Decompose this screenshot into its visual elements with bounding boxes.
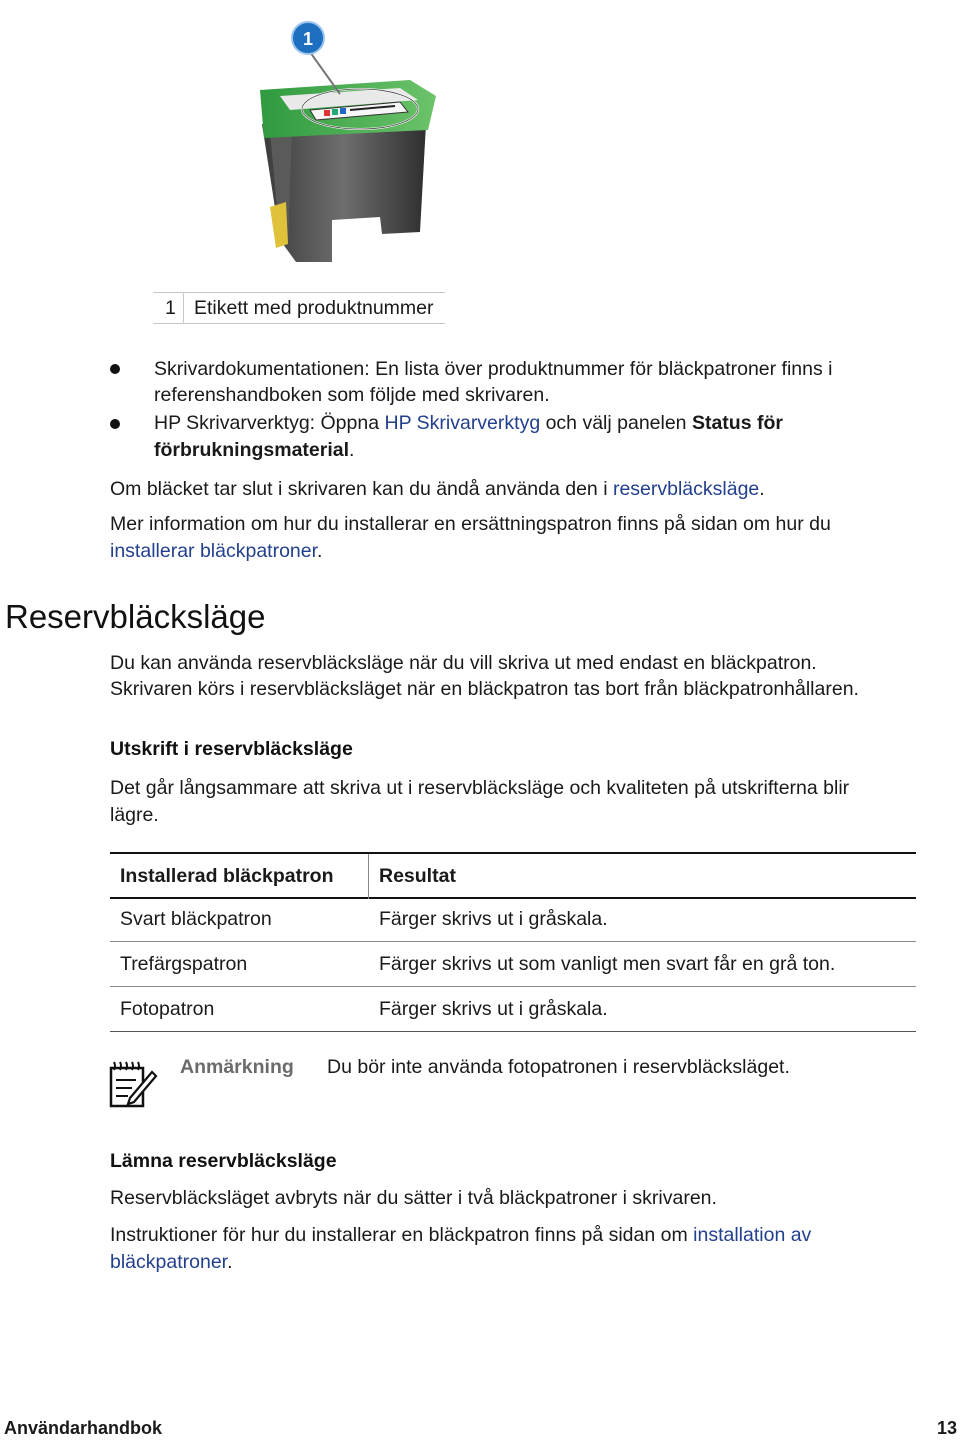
paragraph-reserve-suffix: . xyxy=(759,478,765,500)
installation-link[interactable]: installation av xyxy=(693,1224,812,1246)
paragraph-reserve-text: Om bläcket tar slut i skrivaren kan du ändå använda den i xyxy=(110,478,613,500)
paragraph-reserve xyxy=(110,476,765,502)
table-header-row xyxy=(110,852,916,899)
figure-caption-table xyxy=(153,292,445,324)
paragraph-install-line-1: Mer information om hur du installerar en ersättningspatron finns på sidan om hur du xyxy=(110,513,831,535)
table-cell-cartridge: Svart bläckpatron xyxy=(120,908,272,930)
reservblackslage-link[interactable]: reservbläcksläge xyxy=(612,478,760,500)
exit-line-2-text: Instruktioner för hur du installerar en bläckpatron finns på sidan om xyxy=(110,1224,694,1246)
paragraph-install-suffix: . xyxy=(317,540,323,562)
bullet-2-text-mid: och välj panelen xyxy=(540,412,692,434)
paragraph-install-line-2 xyxy=(110,538,322,564)
footer-title: Användarhandbok xyxy=(4,1418,163,1438)
bullet-2-bold: Status för xyxy=(691,412,783,434)
section-heading: Reservbläcksläge xyxy=(5,598,266,635)
bullet-dot xyxy=(110,364,120,374)
callout-number: 1 xyxy=(302,29,314,49)
bullet-1-line-1: Skrivardokumentationen: En lista över produktnummer för bläckpatroner finns i xyxy=(154,358,833,380)
hp-skrivarverktyg-link[interactable]: HP Skrivarverktyg xyxy=(384,412,541,434)
caption-text: Etikett med produktnummer xyxy=(194,297,434,319)
bullet-1-line-2: referenshandboken som följde med skrivaren. xyxy=(154,384,550,406)
exit-line-2 xyxy=(110,1222,811,1248)
installation-link-continued[interactable]: bläckpatroner xyxy=(110,1251,228,1273)
bullet-2-line-1 xyxy=(154,410,783,436)
ink-cartridge-illustration xyxy=(240,12,460,274)
print-line-1: Det går långsammare att skriva ut i reservbläcksläge och kvaliteten på utskrifterna blir xyxy=(110,777,850,799)
print-subheading: Utskrift i reservbläcksläge xyxy=(110,738,353,760)
table-column-divider xyxy=(368,854,369,899)
table-cell-result: Färger skrivs ut som vanligt men svart får en grå ton. xyxy=(379,953,836,975)
note-text: Du bör inte använda fotopatronen i reservbläcksläget. xyxy=(327,1056,790,1078)
bullet-2-suffix: . xyxy=(349,439,355,461)
bullet-2-text: HP Skrivarverktyg: Öppna xyxy=(154,412,385,434)
table-cell-result: Färger skrivs ut i gråskala. xyxy=(379,908,608,930)
table-cell-result: Färger skrivs ut i gråskala. xyxy=(379,998,608,1020)
exit-subheading: Lämna reservbläcksläge xyxy=(110,1150,337,1172)
bullet-2-bold-2: förbrukningsmaterial xyxy=(154,439,350,461)
table-header-result: Resultat xyxy=(379,865,456,887)
exit-line-1: Reservbläcksläget avbryts när du sätter i två bläckpatroner i skrivaren. xyxy=(110,1187,717,1209)
table-cell-cartridge: Fotopatron xyxy=(120,998,215,1020)
exit-line-3 xyxy=(110,1249,233,1275)
print-line-2: lägre. xyxy=(110,804,159,826)
table-header-cartridge: Installerad bläckpatron xyxy=(120,865,334,887)
table-row xyxy=(110,987,916,1032)
section-line-2: Skrivaren körs i reservbläcksläget när en bläckpatron tas bort från bläckpatronhållaren. xyxy=(110,678,859,700)
note-label: Anmärkning xyxy=(180,1056,294,1078)
bullet-dot xyxy=(110,419,120,429)
bullet-2-line-2 xyxy=(154,437,354,463)
table-row xyxy=(110,897,916,942)
caption-number: 1 xyxy=(165,297,176,319)
exit-line-3-suffix: . xyxy=(227,1251,233,1273)
table-cell-cartridge: Trefärgspatron xyxy=(120,953,248,975)
note-pencil-icon xyxy=(108,1058,158,1108)
table-row xyxy=(110,942,916,987)
caption-divider xyxy=(183,293,184,323)
section-line-1: Du kan använda reservbläcksläge när du vill skriva ut med endast en bläckpatron. xyxy=(110,652,817,674)
footer-page-number: 13 xyxy=(937,1418,958,1438)
installerar-blackpatroner-link[interactable]: installerar bläckpatroner xyxy=(110,540,318,562)
